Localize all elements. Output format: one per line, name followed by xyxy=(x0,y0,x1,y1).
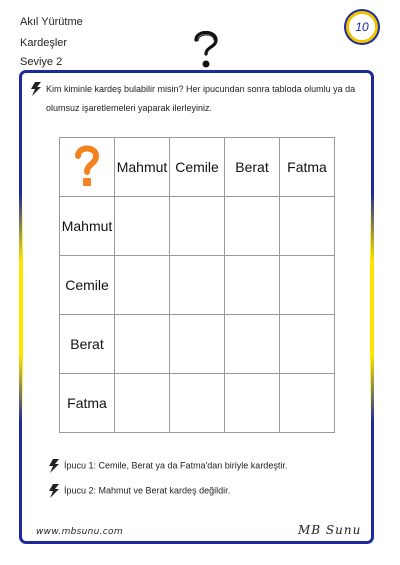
lightning-icon xyxy=(30,82,42,96)
grid-cell[interactable] xyxy=(115,256,170,315)
grid-cell[interactable] xyxy=(225,374,280,433)
instruction-block xyxy=(30,80,368,118)
grid-cell[interactable] xyxy=(280,315,335,374)
grid-cell[interactable] xyxy=(115,315,170,374)
column-header-cemile: Cemile xyxy=(170,138,225,197)
grid-cell[interactable] xyxy=(115,197,170,256)
lightning-icon xyxy=(48,459,60,473)
grid-row-berat xyxy=(60,315,335,374)
grid-cell[interactable] xyxy=(225,256,280,315)
grid-header-row xyxy=(60,138,335,197)
grid-cell[interactable] xyxy=(170,197,225,256)
page-number-badge xyxy=(346,11,378,43)
grid-cell[interactable] xyxy=(280,197,335,256)
worksheet-title: Kardeşler xyxy=(20,37,68,49)
logic-grid xyxy=(59,137,335,433)
signature-logo: MB Sunu xyxy=(298,523,362,537)
row-header-cemile: Cemile xyxy=(60,256,115,315)
frame-glow-right xyxy=(370,193,374,423)
grid-cell[interactable] xyxy=(170,315,225,374)
decorative-question-mark-icon xyxy=(188,28,224,70)
grid-cell[interactable] xyxy=(280,256,335,315)
grid-cell[interactable] xyxy=(280,374,335,433)
question-mark-icon xyxy=(72,144,102,188)
column-header-berat: Berat xyxy=(225,138,280,197)
worksheet-level: Seviye 2 xyxy=(20,56,63,68)
grid-corner-cell xyxy=(60,138,115,197)
row-header-fatma: Fatma xyxy=(60,374,115,433)
grid-cell[interactable] xyxy=(170,256,225,315)
worksheet-category: Akıl Yürütme xyxy=(20,16,83,28)
grid-cell[interactable] xyxy=(115,374,170,433)
website-url: www.mbsunu.com xyxy=(36,527,123,537)
grid-row-mahmut xyxy=(60,197,335,256)
column-header-fatma: Fatma xyxy=(280,138,335,197)
hint-2 xyxy=(48,484,230,498)
column-header-mahmut: Mahmut xyxy=(115,138,170,197)
grid-row-fatma xyxy=(60,374,335,433)
frame-glow-left xyxy=(19,193,23,423)
grid-cell[interactable] xyxy=(225,197,280,256)
grid-row-cemile xyxy=(60,256,335,315)
grid-cell[interactable] xyxy=(170,374,225,433)
lightning-icon xyxy=(48,484,60,498)
instruction-text: Kim kiminle kardeş bulabilir misin? Her ipucundan sonra tabloda olumlu ya da olumsuz işaretlemeleri yaparak ilerleyiniz. xyxy=(46,84,356,113)
row-header-berat: Berat xyxy=(60,315,115,374)
page-number: 10 xyxy=(355,20,369,34)
hint-1 xyxy=(48,459,287,473)
grid-cell[interactable] xyxy=(225,315,280,374)
row-header-mahmut: Mahmut xyxy=(60,197,115,256)
hint-1-text: İpucu 1: Cemile, Berat ya da Fatma'dan biriyle kardeştir. xyxy=(64,460,288,471)
hint-2-text: İpucu 2: Mahmut ve Berat kardeş değildir. xyxy=(64,485,231,496)
